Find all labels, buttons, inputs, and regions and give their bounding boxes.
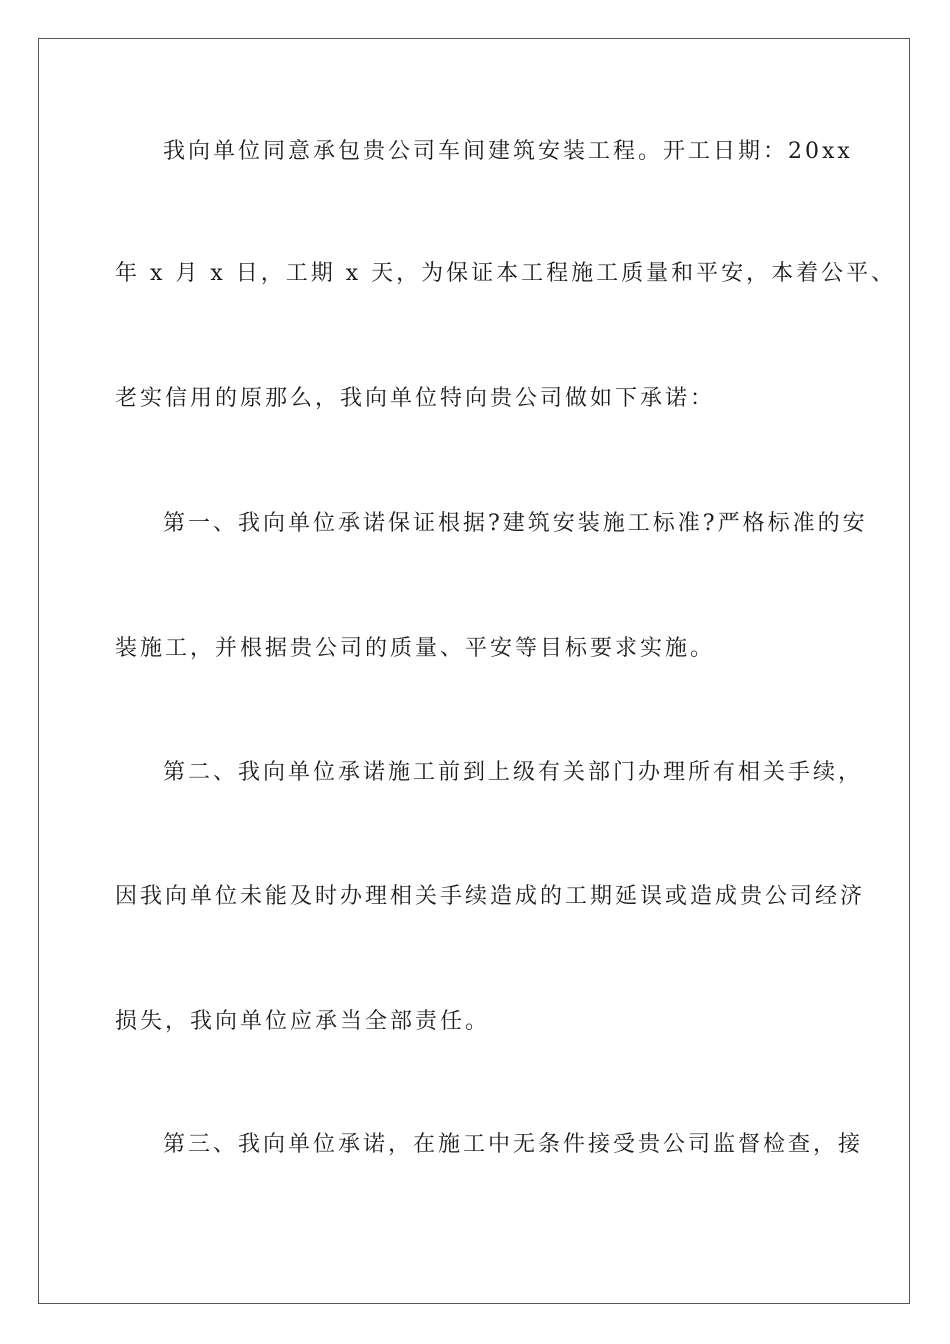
- page-frame: [38, 38, 910, 1304]
- text-line: 损失，我向单位应承当全部责任。: [115, 1009, 491, 1034]
- text-line: 第二、我向单位承诺施工前到上级有关部门办理所有相关手续，: [163, 760, 864, 785]
- text-line: 年 x 月 x 日，工期 x 天，为保证本工程施工质量和平安，本着公平、: [115, 261, 897, 286]
- text-line: 第一、我向单位承诺保证根据?建筑安装施工标准?严格标准的安: [163, 511, 868, 536]
- text-line: 因我向单位未能及时办理相关手续造成的工期延误或造成贵公司经济: [115, 884, 866, 909]
- text-line: 我向单位同意承包贵公司车间建筑安装工程。开工日期：20xx: [163, 139, 853, 164]
- text-line: 装施工，并根据贵公司的质量、平安等目标要求实施。: [115, 636, 716, 661]
- text-line: 老实信用的原那么，我向单位特向贵公司做如下承诺：: [115, 386, 716, 411]
- text-line: 第三、我向单位承诺，在施工中无条件接受贵公司监督检查，接: [163, 1132, 864, 1157]
